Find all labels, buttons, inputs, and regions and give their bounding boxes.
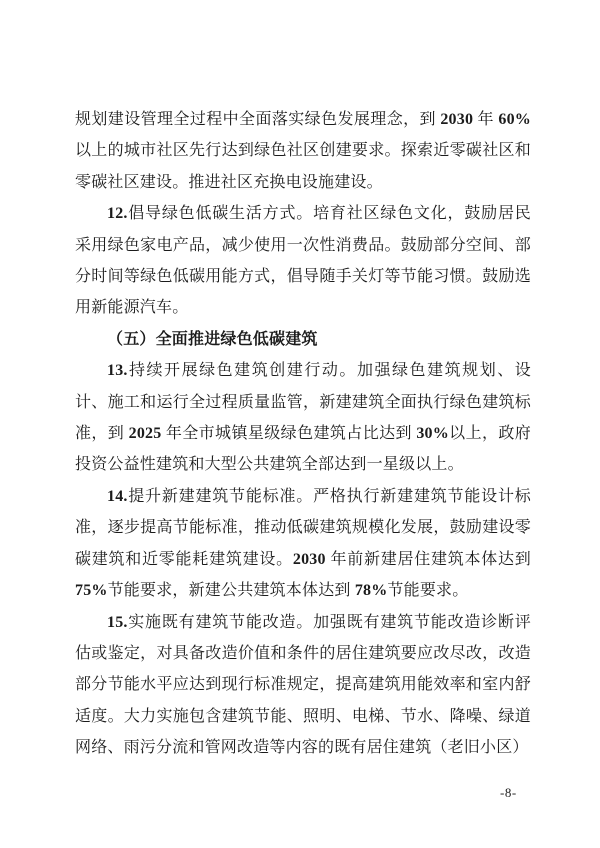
text-run: 2030 [292, 550, 326, 568]
paragraph [75, 607, 531, 764]
text-run: 倡导绿色低碳生活方式。培育社区绿色文化，鼓励居民采用绿色家电产品，减少使用一次性消费品。鼓励部分空间、部分时间等绿色低碳用能方式，倡导随手关灯等节能习惯。鼓励选用新能源汽车。 [75, 205, 531, 317]
text-run: 2030 [440, 111, 474, 128]
text-run: 节能要求，新建公共建筑本体达到 [107, 582, 355, 600]
text-run: 12. [107, 205, 128, 223]
text-run: 提升新建建筑节能标准。严格执行新建建筑节能设计标准，逐步提高节能标准，推动低碳建筑规模化发展，鼓励建设零碳建筑和近零能耗建筑建设。 [75, 487, 531, 568]
text-run: 规划建设管理全过程中全面落实绿色发展理念，到 [75, 111, 441, 128]
section-heading [75, 324, 531, 355]
text-run: 13. [107, 362, 128, 380]
text-run: 以上的城市社区先行达到绿色社区创建要求。探索近零碳社区和零碳社区建设。推进社区充换电设施建设。 [75, 142, 531, 191]
text-run: 78% [354, 582, 388, 600]
text-run: 15. [107, 613, 128, 631]
paragraph [75, 198, 531, 324]
text-run: 节能要求。 [387, 582, 469, 600]
text-run: 14. [107, 487, 128, 505]
document-body [75, 104, 531, 764]
text-run: 75% [75, 582, 108, 600]
text-run: 持续开展绿色建筑创建行动。加强绿色建筑规划、设计、施工和运行全过程质量监管，新建建筑全面执行绿色建筑标准，到 [75, 362, 531, 443]
paragraph [75, 355, 531, 481]
text-run: 年全市城镇星级绿色建筑占比达到 [161, 425, 417, 443]
text-run: 2025 [128, 425, 162, 443]
text-run: 实施既有建筑节能改造。加强既有建筑节能改造诊断评估或鉴定，对具备改造价值和条件的居住建筑要应改尽改，改造部分节能水平应达到现行标准规定，提高建筑用能效率和室内舒适度。大力实施包含建筑节能、照明、电梯、节水、降噪、绿道网络、雨污分流和管网改造等内容的既有居住建筑（老旧小区） [75, 613, 531, 757]
text-run: （五）全面推进绿色低碳建筑 [107, 330, 318, 348]
paragraph [75, 481, 531, 607]
text-run: 以上，政府投资公益性建筑和大型公共建筑全部达到一星级以上。 [75, 425, 531, 474]
page-number: -8- [500, 785, 517, 800]
text-run: 60% [498, 111, 531, 128]
text-run: 年前新建居住建筑本体达到 [325, 550, 531, 568]
text-run: 30% [416, 425, 449, 443]
paragraph [75, 104, 531, 198]
text-run: 年 [473, 111, 499, 128]
